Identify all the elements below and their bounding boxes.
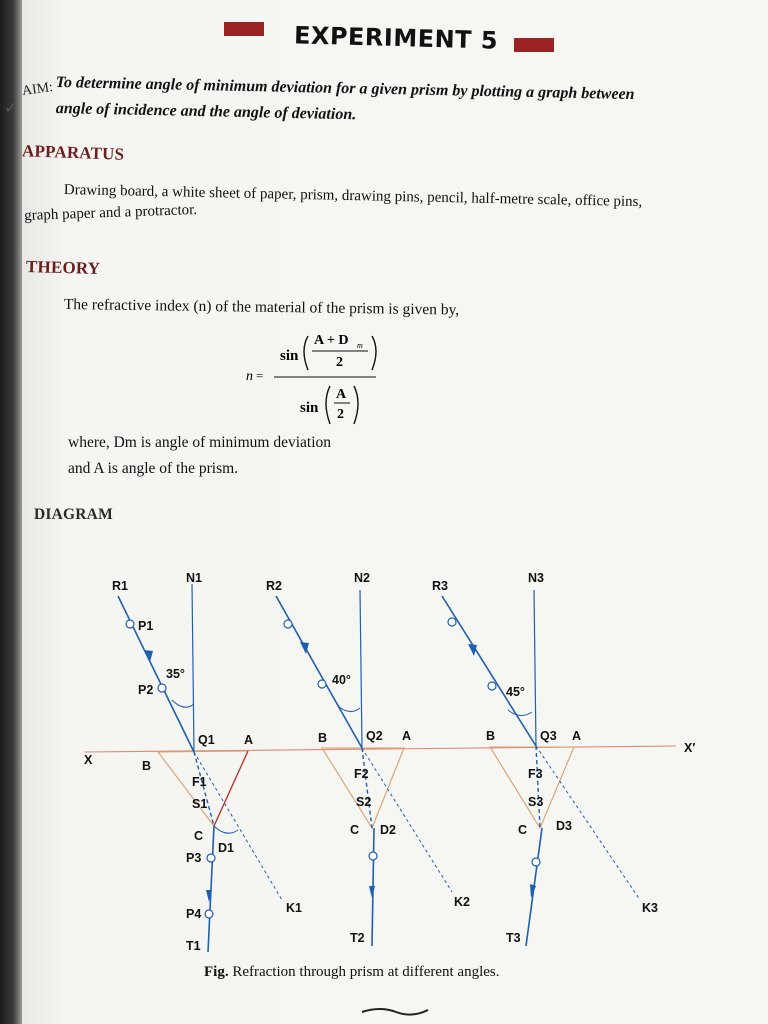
label-r2: R2	[266, 579, 282, 593]
label-b2: B	[318, 731, 328, 745]
prism-setup-3	[432, 571, 658, 946]
aim-line-2: angle of incidence and the angle of deviation.	[55, 100, 357, 124]
svg-text:m: m	[357, 341, 363, 350]
decorative-squiggle	[360, 1004, 430, 1018]
label-t3: T3	[506, 931, 521, 945]
svg-text:n: n	[246, 369, 253, 384]
prism-2-outline	[322, 748, 404, 828]
experiment-title: EXPERIMENT 5	[293, 21, 499, 55]
incident-ray-3	[442, 596, 536, 746]
label-n2: N2	[354, 571, 370, 585]
apparatus-line-1: Drawing board, a white sheet of paper, prism, drawing pins, pencil, half-metre scale, office pins,	[63, 182, 643, 211]
label-p2: P2	[138, 683, 154, 697]
figure-caption	[204, 964, 500, 981]
angle-label-3: 45°	[506, 685, 525, 699]
label-f2: F2	[354, 767, 369, 781]
label-q1: Q1	[198, 733, 215, 747]
label-p4: P4	[186, 907, 202, 921]
label-s2: S2	[356, 795, 372, 809]
incident-ray-2	[276, 596, 362, 748]
tick-mark-icon: ✓	[4, 100, 18, 117]
label-c3: C	[518, 823, 528, 837]
label-b1: B	[142, 759, 152, 773]
label-q3: Q3	[540, 729, 557, 743]
label-c1: C	[194, 829, 204, 843]
label-p3: P3	[186, 851, 202, 865]
svg-text:2: 2	[336, 355, 343, 370]
label-x-prime: X′	[684, 741, 696, 755]
label-n1: N1	[186, 571, 202, 585]
label-f3: F3	[528, 767, 543, 781]
label-r3: R3	[432, 579, 448, 593]
svg-text:sin: sin	[300, 400, 319, 416]
label-a1: A	[244, 733, 254, 747]
apparatus-line-2: graph paper and a protractor.	[24, 201, 198, 224]
apparatus-heading: APPARATUS	[21, 141, 125, 164]
figure-caption-prefix: Fig.	[204, 964, 229, 980]
svg-text:A: A	[336, 387, 347, 402]
label-t2: T2	[350, 931, 365, 945]
label-b3: B	[486, 729, 496, 743]
angle-label-2: 40°	[332, 673, 351, 687]
normal-1	[192, 584, 194, 752]
theory-where-1: where, Dm is angle of minimum deviation	[68, 434, 332, 451]
label-q2: Q2	[366, 729, 383, 743]
normal-2	[360, 590, 362, 748]
angle-label-1: 35°	[166, 667, 185, 681]
label-k2: K2	[454, 895, 470, 909]
prism-setup-1	[112, 571, 302, 953]
aim-label: AIM:	[21, 79, 54, 100]
label-r1: R1	[112, 579, 128, 593]
label-c2: C	[350, 823, 360, 837]
label-s3: S3	[528, 795, 544, 809]
label-d1: D1	[218, 841, 234, 855]
label-a2: A	[402, 729, 412, 743]
aim-line-1: To determine angle of minimum deviation for a given prism by plotting a graph between	[55, 73, 635, 104]
label-n3: N3	[528, 571, 544, 585]
label-x: X	[84, 753, 93, 767]
theory-intro: The refractive index (n) of the material of the prism is given by,	[63, 296, 460, 319]
normal-3	[534, 590, 536, 746]
label-s1: S1	[192, 797, 208, 811]
svg-text:=: =	[256, 368, 264, 383]
diagram-heading: DIAGRAM	[34, 506, 113, 523]
prism-3-outline	[490, 747, 574, 828]
svg-text:A + D: A + D	[314, 333, 349, 348]
label-f1: F1	[192, 775, 207, 789]
baseline-xx	[84, 746, 676, 752]
svg-text:2: 2	[337, 407, 344, 422]
label-k3: K3	[642, 901, 658, 915]
svg-text:sin: sin	[280, 348, 299, 364]
label-t1: T1	[186, 939, 201, 953]
prism-setup-2	[266, 571, 470, 946]
theory-where-2: and A is angle of the prism.	[68, 460, 239, 477]
label-p1: P1	[138, 619, 154, 633]
label-d3: D3	[556, 819, 572, 833]
figure-caption-text: Refraction through prism at different angles.	[232, 964, 500, 980]
extended-ray-3	[536, 746, 640, 900]
label-a3: A	[572, 729, 582, 743]
label-d2: D2	[380, 823, 396, 837]
emergent-ray-1	[208, 826, 214, 952]
label-k1: K1	[286, 901, 302, 915]
theory-heading: THEORY	[25, 257, 101, 278]
